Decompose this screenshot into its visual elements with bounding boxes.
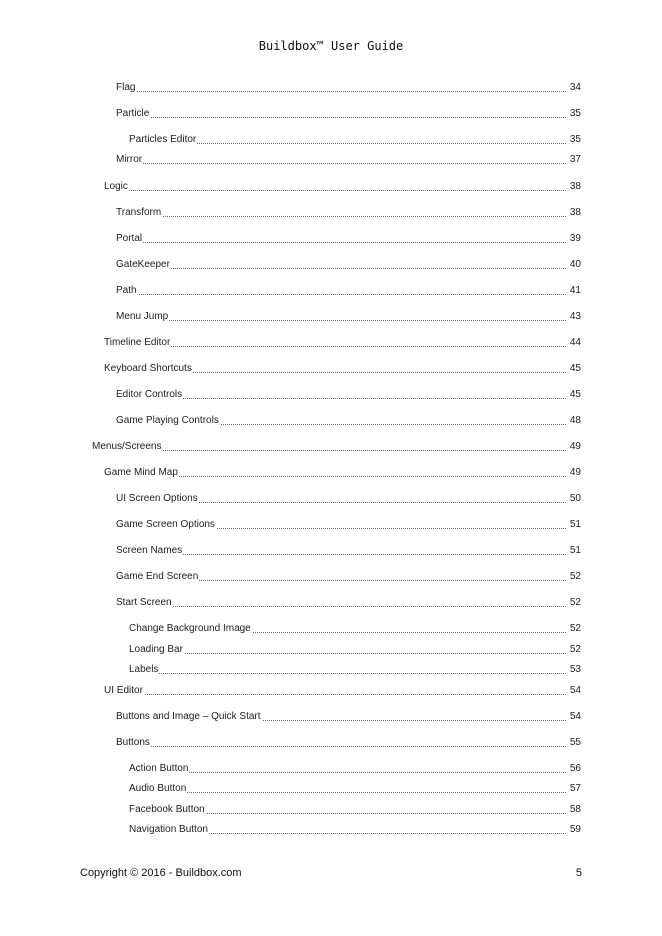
toc-entry-title: Timeline Editor xyxy=(104,337,171,348)
toc-entry[interactable] xyxy=(0,206,662,220)
toc-entry-title: Game Mind Map xyxy=(104,467,178,478)
toc-entry-page: 35 xyxy=(567,133,581,147)
toc-dot-leader xyxy=(116,398,566,399)
toc-entry-page: 34 xyxy=(567,81,581,95)
toc-entry[interactable] xyxy=(0,570,662,584)
toc-dot-leader xyxy=(116,117,566,118)
toc-entry-title: Logic xyxy=(104,181,128,192)
toc-entry-page: 59 xyxy=(567,823,581,837)
toc-entry[interactable] xyxy=(0,643,662,657)
toc-entry-page: 35 xyxy=(567,107,581,121)
toc-entry-title: Loading Bar xyxy=(129,644,183,655)
toc-entry-title: Buttons and Image – Quick Start xyxy=(116,711,261,722)
toc-entry[interactable] xyxy=(0,466,662,480)
toc-entry-page: 49 xyxy=(567,466,581,480)
toc-entry[interactable] xyxy=(0,81,662,95)
toc-dot-leader xyxy=(104,190,566,191)
toc-dot-leader xyxy=(116,554,566,555)
page-header: Buildbox™ User Guide xyxy=(258,39,404,53)
toc-entry-title: Buttons xyxy=(116,737,150,748)
toc-entry[interactable] xyxy=(0,762,662,776)
toc-entry-page: 51 xyxy=(567,518,581,532)
toc-entry-page: 45 xyxy=(567,362,581,376)
toc-entry-title: Particle xyxy=(116,108,150,119)
toc-dot-leader xyxy=(116,320,566,321)
toc-dot-leader xyxy=(104,694,566,695)
toc-entry-title: Game Screen Options xyxy=(116,519,215,530)
toc-dot-leader xyxy=(116,91,566,92)
toc-entry[interactable] xyxy=(0,310,662,324)
toc-dot-leader xyxy=(116,746,566,747)
toc-entry[interactable] xyxy=(0,388,662,402)
toc-entry[interactable] xyxy=(0,596,662,610)
toc-entry[interactable] xyxy=(0,492,662,506)
toc-entry[interactable] xyxy=(0,544,662,558)
toc-entry-title: Editor Controls xyxy=(116,389,183,400)
toc-entry-title: Labels xyxy=(129,664,159,675)
toc-entry-title: Screen Names xyxy=(116,545,183,556)
toc-entry-page: 37 xyxy=(567,153,581,167)
toc-entry-title: GateKeeper xyxy=(116,259,170,270)
toc-entry-title: Audio Button xyxy=(129,783,187,794)
toc-entry-page: 54 xyxy=(567,710,581,724)
toc-dot-leader xyxy=(129,673,566,674)
toc-entry-page: 51 xyxy=(567,544,581,558)
toc-entry-title: UI Editor xyxy=(104,685,143,696)
toc-entry-page: 53 xyxy=(567,663,581,677)
toc-entry-page: 49 xyxy=(567,440,581,454)
toc-entry-title: Start Screen xyxy=(116,597,172,608)
footer-page-number: 5 xyxy=(575,867,582,879)
toc-entry-title: Path xyxy=(116,285,137,296)
toc-entry[interactable] xyxy=(0,736,662,750)
toc-entry-title: Menu Jump xyxy=(116,311,169,322)
toc-entry-title: Transform xyxy=(116,207,162,218)
toc-entry[interactable] xyxy=(0,710,662,724)
toc-entry[interactable] xyxy=(0,153,662,167)
toc-dot-leader xyxy=(116,294,566,295)
toc-entry[interactable] xyxy=(0,622,662,636)
toc-entry-page: 45 xyxy=(567,388,581,402)
toc-entry-page: 39 xyxy=(567,232,581,246)
toc-entry[interactable] xyxy=(0,684,662,698)
toc-entry-page: 54 xyxy=(567,684,581,698)
toc-entry[interactable] xyxy=(0,362,662,376)
toc-entry-title: UI Screen Options xyxy=(116,493,198,504)
toc-entry-page: 38 xyxy=(567,206,581,220)
toc-entry-title: Facebook Button xyxy=(129,804,205,815)
toc-dot-leader xyxy=(92,450,566,451)
toc-entry-page: 52 xyxy=(567,596,581,610)
toc-entry-page: 44 xyxy=(567,336,581,350)
toc-entry-page: 58 xyxy=(567,803,581,817)
footer-copyright: Copyright © 2016 - Buildbox.com xyxy=(80,867,242,879)
toc-entry-page: 57 xyxy=(567,782,581,796)
toc-dot-leader xyxy=(116,242,566,243)
toc-entry[interactable] xyxy=(0,284,662,298)
toc-dot-leader xyxy=(129,653,566,654)
toc-dot-leader xyxy=(116,163,566,164)
toc-entry-page: 41 xyxy=(567,284,581,298)
toc-entry-title: Game Playing Controls xyxy=(116,415,219,426)
toc-dot-leader xyxy=(116,606,566,607)
toc-dot-leader xyxy=(129,772,566,773)
toc-dot-leader xyxy=(116,216,566,217)
toc-entry[interactable] xyxy=(0,180,662,194)
toc-entry[interactable] xyxy=(0,258,662,272)
toc-entry[interactable] xyxy=(0,232,662,246)
toc-entry-page: 52 xyxy=(567,622,581,636)
toc-entry-page: 55 xyxy=(567,736,581,750)
toc-entry-title: Particles Editor xyxy=(129,134,197,145)
toc-entry[interactable] xyxy=(0,133,662,147)
toc-entry[interactable] xyxy=(0,823,662,837)
toc-entry[interactable] xyxy=(0,414,662,428)
toc-entry-title: Action Button xyxy=(129,763,189,774)
toc-entry-title: Change Background Image xyxy=(129,623,251,634)
toc-entry-title: Mirror xyxy=(116,154,143,165)
toc-entry-page: 40 xyxy=(567,258,581,272)
toc-entry[interactable] xyxy=(0,803,662,817)
toc-entry[interactable] xyxy=(0,336,662,350)
toc-entry-page: 56 xyxy=(567,762,581,776)
toc-entry-page: 38 xyxy=(567,180,581,194)
toc-entry[interactable] xyxy=(0,663,662,677)
toc-dot-leader xyxy=(116,268,566,269)
toc-dot-leader xyxy=(129,792,566,793)
toc-entry[interactable] xyxy=(0,518,662,532)
toc-entry[interactable] xyxy=(0,440,662,454)
toc-entry-title: Menus/Screens xyxy=(92,441,162,452)
toc-entry-title: Game End Screen xyxy=(116,571,199,582)
toc-entry[interactable] xyxy=(0,107,662,121)
toc-entry-page: 50 xyxy=(567,492,581,506)
toc-entry-page: 52 xyxy=(567,643,581,657)
toc-entry-title: Keyboard Shortcuts xyxy=(104,363,192,374)
toc-entry-title: Portal xyxy=(116,233,143,244)
toc-entry-title: Navigation Button xyxy=(129,824,208,835)
toc-entry-page: 48 xyxy=(567,414,581,428)
toc-dot-leader xyxy=(104,346,566,347)
toc-entry-page: 43 xyxy=(567,310,581,324)
toc-entry[interactable] xyxy=(0,782,662,796)
toc-entry-page: 52 xyxy=(567,570,581,584)
toc-entry-title: Flag xyxy=(116,82,136,93)
